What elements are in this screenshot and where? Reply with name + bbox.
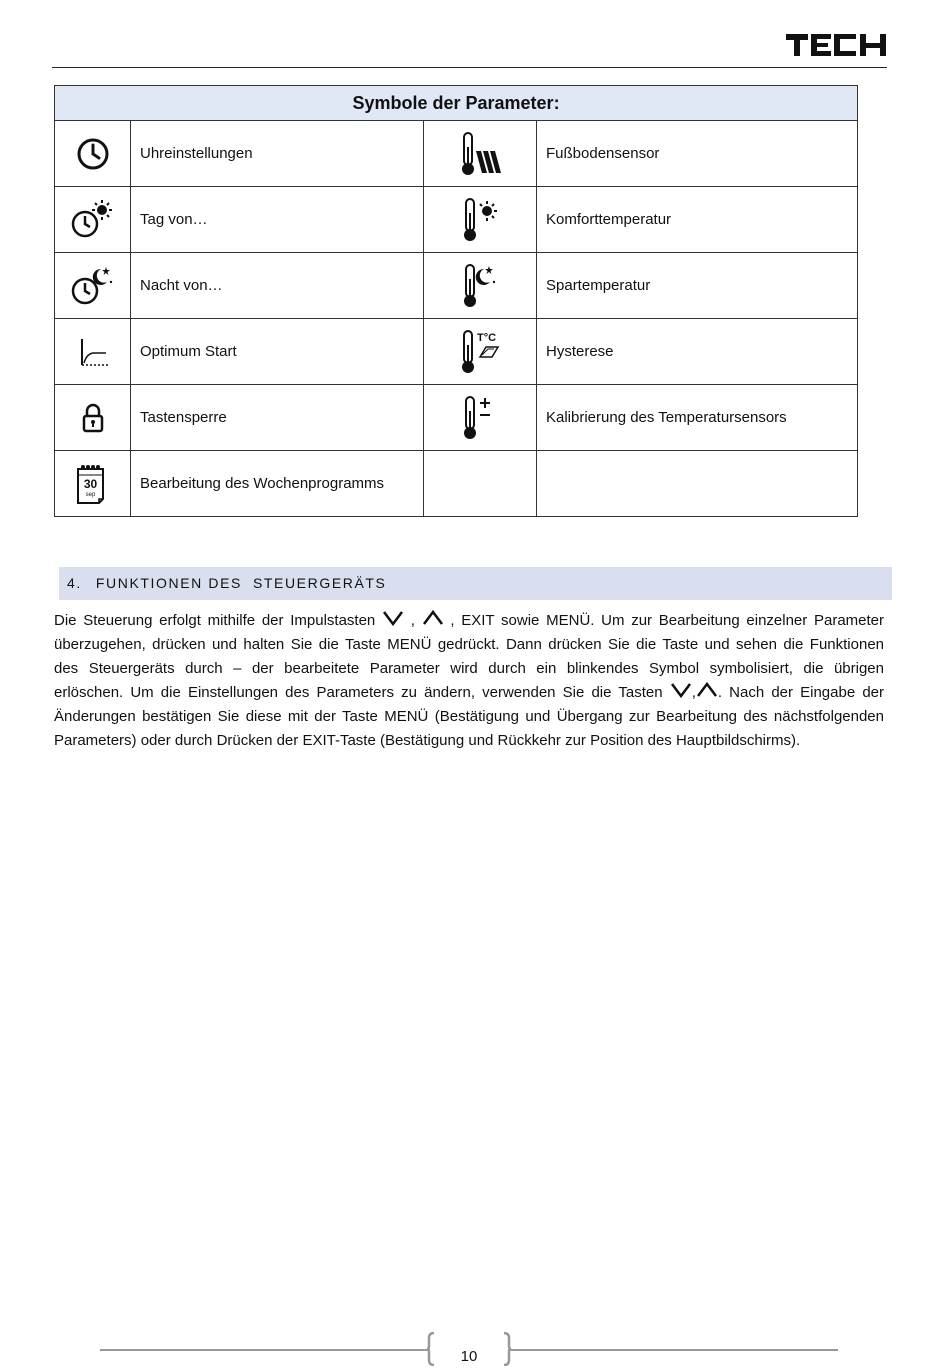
- chevron-down-icon: [670, 682, 692, 698]
- chevron-up-icon: [696, 682, 718, 698]
- symbol-label: Tastensperre: [131, 385, 424, 451]
- table-row: [55, 385, 858, 451]
- section-number: 4.: [67, 575, 82, 591]
- symbol-label: Nacht von…: [131, 253, 424, 319]
- svg-text:T°C: T°C: [477, 331, 497, 344]
- symbols-table: [54, 85, 858, 517]
- symbol-label: Fußbodensensor: [537, 121, 858, 187]
- symbol-label: Uhreinstellungen: [131, 121, 424, 187]
- symbol-label: Spartemperatur: [537, 253, 858, 319]
- table-row: [55, 451, 858, 517]
- optimum-start-graph-icon: [76, 335, 110, 369]
- paragraph-line: des Steuergeräts durch – der bearbeitete Parameter wird durch ein blinkendes Symbol symbolisiert, die übrigen: [54, 660, 884, 677]
- paragraph-line: erlöschen. Um die Einstellungen des Parameters zu ändern, verwenden Sie die Tasten , . Nach der Eingabe der: [54, 684, 884, 701]
- clock-moon-icon: [70, 265, 116, 307]
- table-row: [55, 187, 858, 253]
- section-title: FUNKTIONEN DES STEUERGERÄTS: [95, 575, 387, 591]
- footer-rule-left: [100, 1349, 430, 1351]
- right-brace-icon: [502, 1332, 512, 1366]
- left-brace-icon: [426, 1332, 436, 1366]
- page-number: 10: [460, 1348, 478, 1365]
- thermometer-hysteresis-icon: [458, 329, 502, 375]
- symbol-label: Tag von…: [131, 187, 424, 253]
- paragraph-line: Parameters) oder durch Drücken der EXIT-Taste (Bestätigung und Rückkehr zur Position des Hauptbildschirms).: [54, 732, 801, 749]
- thermometer-sun-icon: [460, 197, 500, 243]
- paragraph-line: Die Steuerung erfolgt mithilfe der Impulstasten , , EXIT sowie MENÜ. Um zur Bearbeitung einzelner Parameter: [54, 612, 885, 629]
- clock-icon: [73, 134, 113, 174]
- footer-rule-right: [508, 1349, 838, 1351]
- empty-cell: [424, 451, 537, 517]
- tech-logo: [786, 34, 886, 56]
- symbol-label: Komforttemperatur: [537, 187, 858, 253]
- symbol-label: Optimum Start: [131, 319, 424, 385]
- symbol-label: Hysterese: [537, 319, 858, 385]
- chevron-up-icon: [422, 610, 444, 626]
- calendar-icon: [75, 463, 111, 505]
- paragraph-line: überzugehen, drücken und halten Sie die Taste MENÜ gedrückt. Dann drücken Sie die Taste und sehen die Funktionen: [54, 636, 884, 653]
- empty-cell: [537, 451, 858, 517]
- table-row: [55, 253, 858, 319]
- header-rule: [52, 67, 887, 68]
- svg-text:sep: sep: [85, 491, 95, 498]
- section-heading: [59, 567, 892, 600]
- thermometer-plus-minus-icon: [460, 395, 500, 441]
- paragraph-line: Änderungen bestätigen Sie diese mit der Taste MENÜ (Bestätigung und Übergang zur Bearbeitung des nächstfolgenden: [54, 708, 884, 725]
- clock-sun-icon: [70, 199, 116, 241]
- symbol-label: Kalibrierung des Temperatursensors: [537, 385, 858, 451]
- table-title: Symbole der Parameter:: [55, 86, 858, 121]
- thermometer-moon-icon: [460, 263, 500, 309]
- body-paragraph: [54, 609, 884, 753]
- floor-thermometer-icon: [458, 131, 502, 177]
- chevron-down-icon: [382, 610, 404, 626]
- padlock-icon: [78, 401, 108, 435]
- svg-text:30: 30: [83, 476, 97, 491]
- table-row: [55, 121, 858, 187]
- table-row: [55, 319, 858, 385]
- symbol-label: Bearbeitung des Wochenprogramms: [131, 451, 424, 517]
